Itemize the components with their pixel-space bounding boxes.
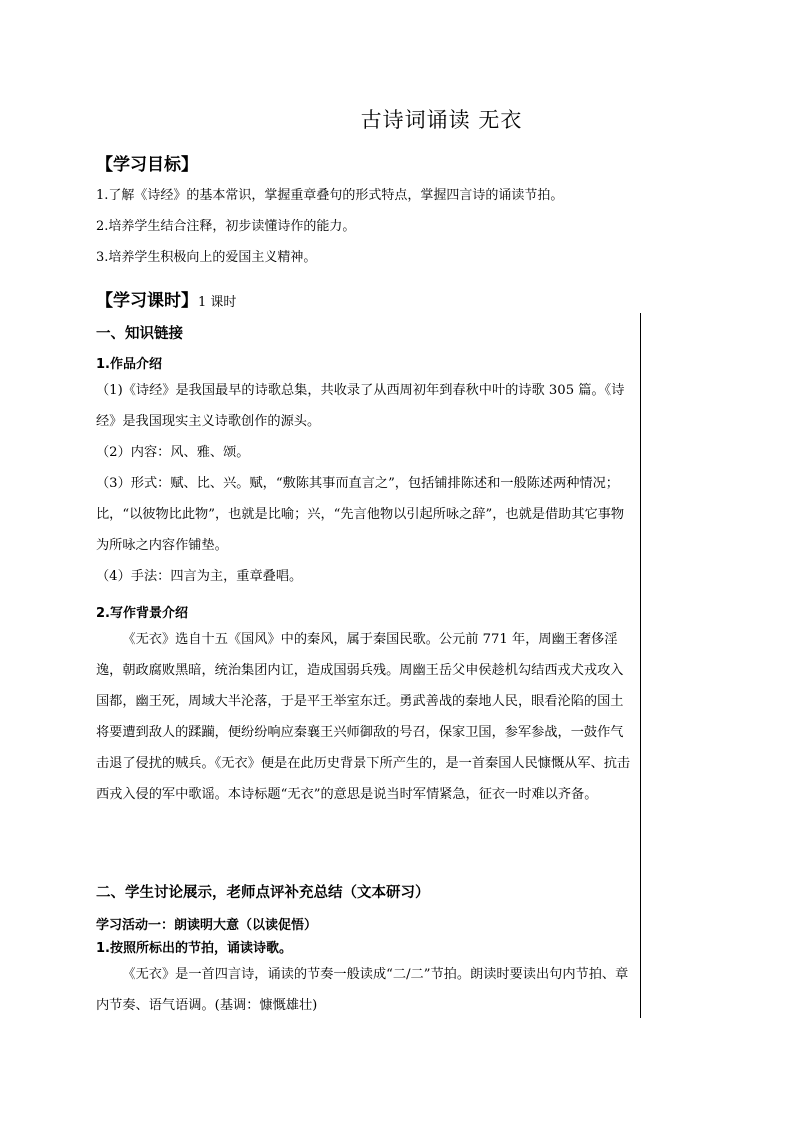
hours-value: 1 课时	[198, 295, 237, 310]
section1-sub1-heading: 1.作品介绍	[96, 357, 162, 372]
page-title: 古诗词诵读 无衣	[360, 108, 523, 132]
hours-heading-label: 【学习课时】	[96, 291, 198, 311]
objective-item-2: 2.培养学生结合注释，初步读懂诗作的能力。	[96, 219, 356, 234]
hours-heading	[96, 286, 236, 311]
activity-heading: 学习活动一：朗读明大意（以读促悟）	[96, 918, 318, 933]
background-block	[96, 624, 636, 810]
step-heading: 1.按照所标出的节拍，诵读诗歌。	[96, 941, 292, 956]
intro-para-2: （2）内容：风、雅、颂。	[96, 445, 250, 460]
background-para: 《无衣》选自十五《国风》中的秦风，属于秦国民歌。公元前 771 年，周幽王奢侈淫逸，朝政腐败黑暗，统治集团内讧，造成国弱兵残。周幽王岳父申侯趁机勾结西戎犬戎攻入国都，幽王死，周域大半沦落，于是平王举室东迁。勇武善战的秦地人民，眼看沦陷的国土将要遭到敌人的蹂躏，便纷纷响应秦襄王兴师御敌的号召，保家卫国，参军参战，一鼓作气击退了侵扰的贼兵。《无衣》便是在此历史背景下所产生的，是一首秦国人民慷慨从军、抗击西戎入侵的军中歌谣。本诗标题“无衣”的意思是说当时军情紧急，征衣一时难以齐备。	[96, 632, 631, 802]
intro-para-3: （3）形式：赋、比、兴。赋，“敷陈其事而直言之”，包括铺排陈述和一般陈述两种情况；比，“以彼物比此物”，也就是比喻；兴，“先言他物以引起所咏之辞”，也就是借助其它事物为所咏之内容作铺垫。	[96, 476, 625, 553]
recite-para: 《无衣》是一首四言诗，诵读的节奏一般读成“二/二”节拍。朗读时要读出句内节拍、章内节奏、语气语调。(基调：慷慨雄壮)	[96, 967, 629, 1013]
section1-sub2-heading: 2.写作背景介绍	[96, 606, 188, 621]
objective-item-1: 1.了解《诗经》的基本常识，掌握重章叠句的形式特点，掌握四言诗的诵读节拍。	[96, 188, 564, 203]
recite-block	[96, 959, 636, 1021]
margin-rule	[640, 313, 641, 1018]
section1-heading: 一、知识链接	[96, 326, 183, 342]
section2-heading: 二、学生讨论展示，老师点评补充总结（文本研习）	[96, 885, 430, 901]
objective-item-3: 3.培养学生积极向上的爱国主义精神。	[96, 250, 317, 265]
objectives-heading: 【学习目标】	[96, 155, 198, 175]
intro-para-1: （1)《诗经》是我国最早的诗歌总集，共收录了从西周初年到春秋中叶的诗歌 305 篇。《诗经》是我国现实主义诗歌创作的源头。	[96, 383, 625, 429]
intro-paragraphs	[96, 375, 636, 592]
intro-para-4: （4）手法：四言为主，重章叠唱。	[96, 569, 303, 584]
